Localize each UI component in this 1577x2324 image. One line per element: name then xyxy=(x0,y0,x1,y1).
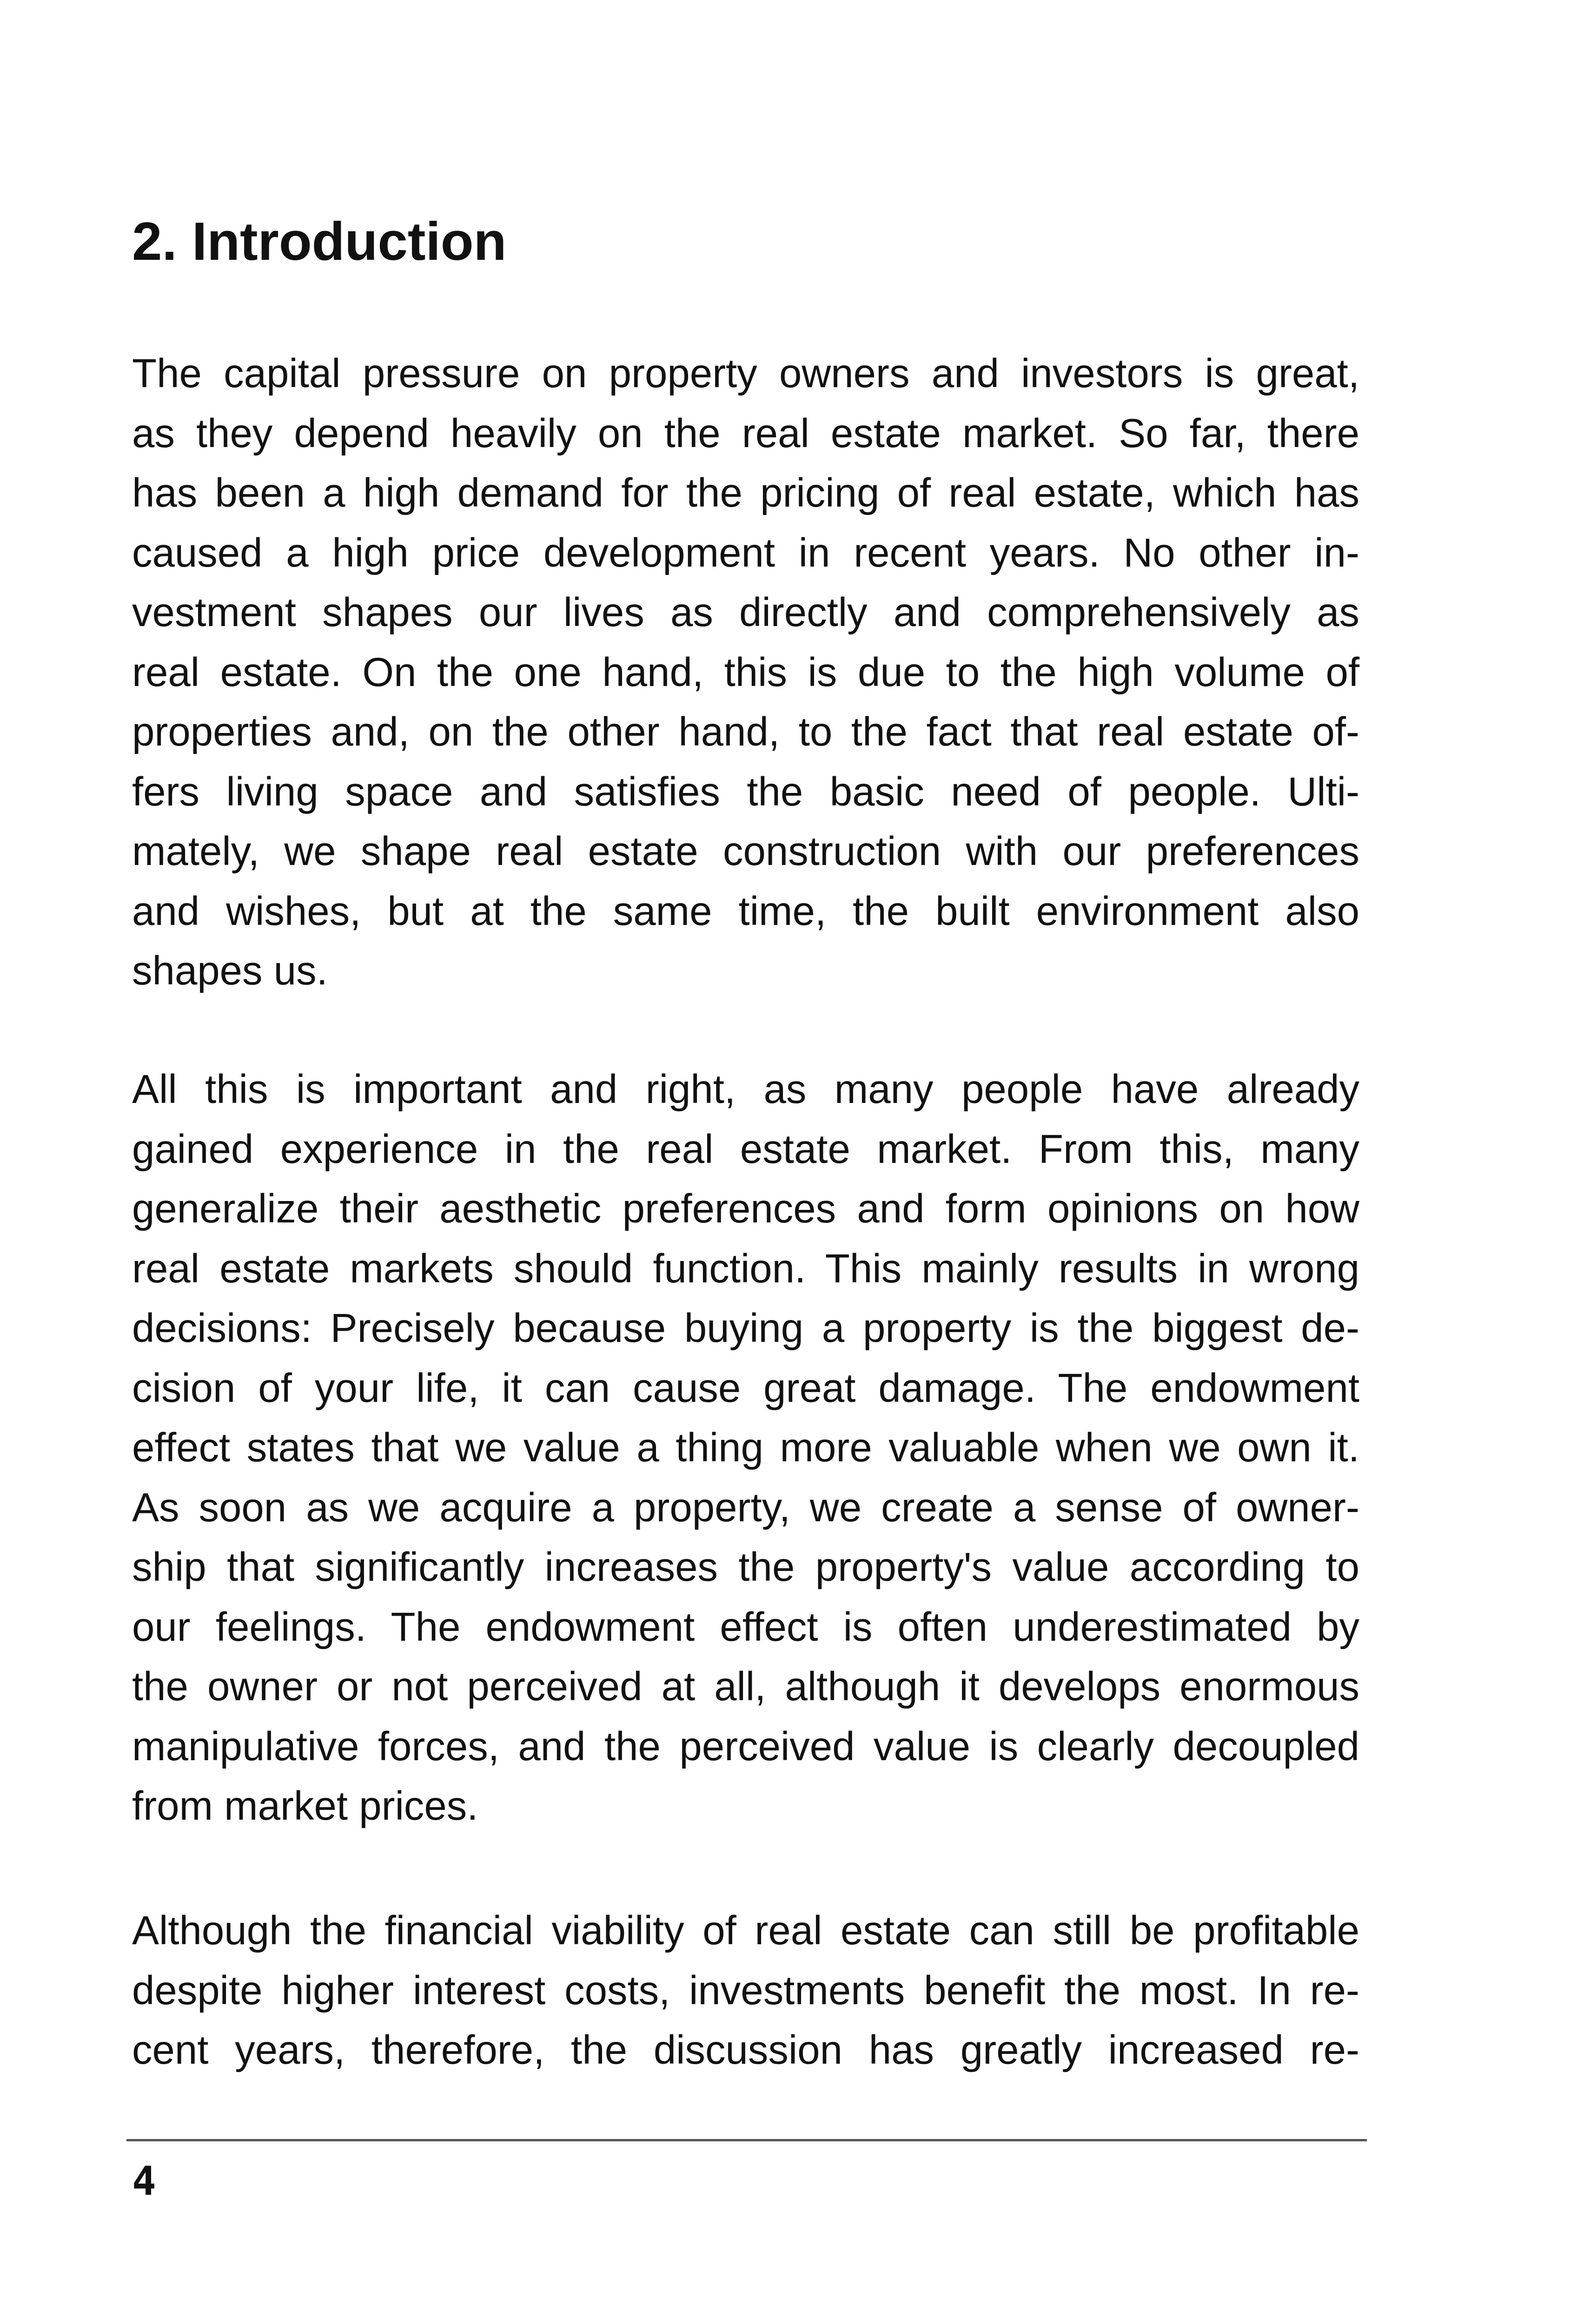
text-line: manipulative forces, and the perceived value is clearly decoupled xyxy=(132,1723,1359,1769)
text-line: All this is important and right, as many people have already xyxy=(132,1067,1359,1112)
text-line: Although the financial viability of real estate can still be profitable xyxy=(132,1908,1359,1953)
text-line: despite higher interest costs, investments benefit the most. In re- xyxy=(132,1967,1359,2013)
text-line: generalize their aesthetic preferences and form opinions on how xyxy=(132,1186,1359,1231)
text-line: real estate. On the one hand, this is due to the high volume of xyxy=(132,649,1359,695)
text-line: cent years, therefore, the discussion has greatly increased re- xyxy=(132,2027,1359,2073)
text-line: the owner or not perceived at all, although it develops enormous xyxy=(132,1664,1359,1709)
text-line: ship that significantly increases the property's value according to xyxy=(132,1545,1359,1590)
text-line: and wishes, but at the same time, the built environment also xyxy=(132,888,1359,934)
text-line: as they depend heavily on the real estate market. So far, there xyxy=(132,410,1359,456)
text-line: The capital pressure on property owners and investors is great, xyxy=(132,351,1359,396)
paragraph-3 xyxy=(132,1901,1359,2080)
text-line: fers living space and satisfies the basic need of people. Ulti- xyxy=(132,769,1359,814)
text-line: properties and, on the other hand, to the fact that real estate of- xyxy=(132,709,1359,754)
text-line: gained experience in the real estate market. From this, many xyxy=(132,1126,1359,1172)
paragraph-1 xyxy=(132,344,1359,1001)
text-line: vestment shapes our lives as directly and comprehensively as xyxy=(132,590,1359,635)
text-line: As soon as we acquire a property, we create a sense of owner- xyxy=(132,1485,1359,1530)
text-line: our feelings. The endowment effect is often underestimated by xyxy=(132,1604,1359,1650)
footer-divider xyxy=(126,2139,1367,2141)
text-line: mately, we shape real estate construction with our preferences xyxy=(132,829,1359,874)
text-line: real estate markets should function. This mainly results in wrong xyxy=(132,1246,1359,1291)
page-number: 4 xyxy=(132,2158,156,2205)
text-line: cision of your life, it can cause great damage. The endowment xyxy=(132,1365,1359,1411)
text-line: caused a high price development in recent years. No other in- xyxy=(132,530,1359,575)
text-line: effect states that we value a thing more valuable when we own it. xyxy=(132,1425,1359,1470)
paragraph-2 xyxy=(132,1060,1359,1836)
text-line: has been a high demand for the pricing of real estate, which has xyxy=(132,470,1359,515)
section-heading: 2. Introduction xyxy=(132,211,507,271)
text-line: shapes us. xyxy=(132,948,328,993)
text-line: from market prices. xyxy=(132,1783,478,1829)
text-line: decisions: Precisely because buying a property is the biggest de- xyxy=(132,1306,1359,1351)
